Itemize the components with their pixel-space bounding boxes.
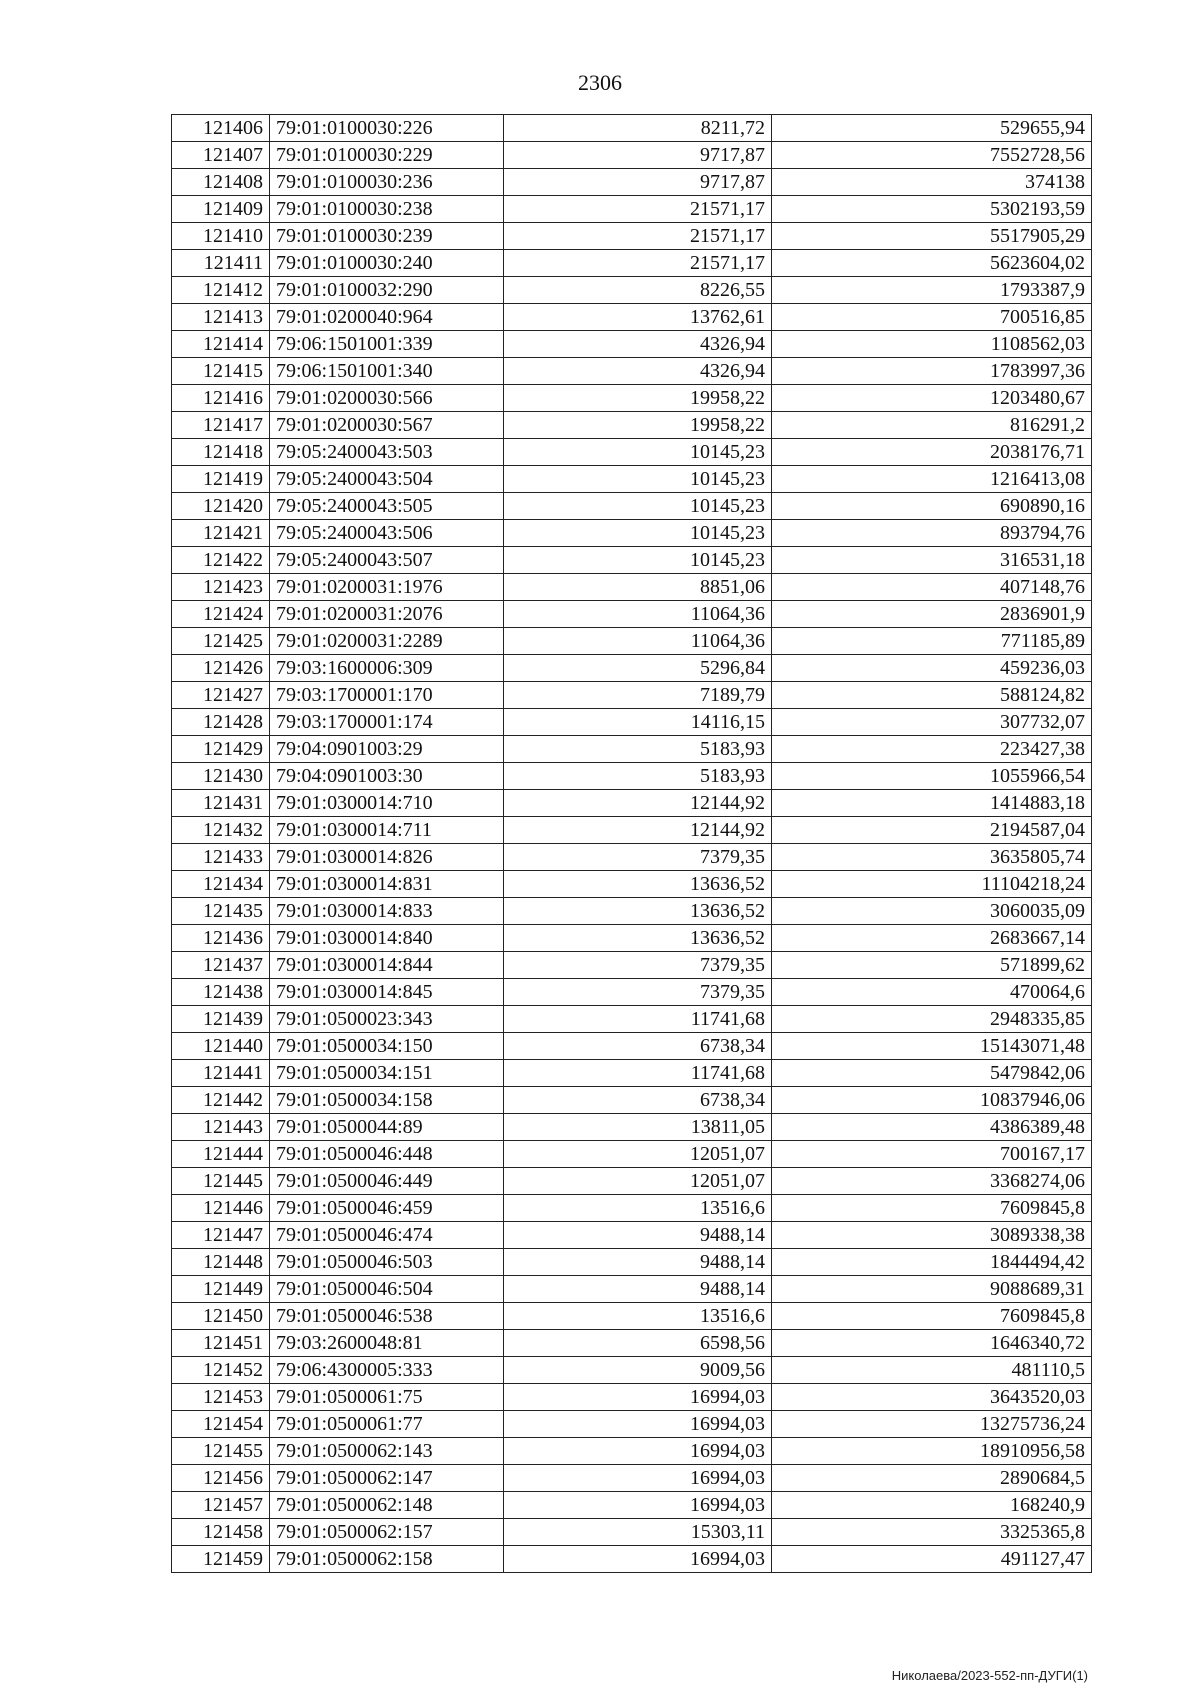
cadastral-number-cell: 79:05:2400043:505 [270,493,504,520]
area-cell: 9717,87 [504,142,772,169]
table-row [172,1546,1092,1573]
table-row [172,115,1092,142]
row-number-cell: 121428 [172,709,270,736]
cadastral-number-cell: 79:01:0300014:844 [270,952,504,979]
cadastral-number-cell: 79:01:0100030:236 [270,169,504,196]
cadastral-number-cell: 79:01:0200040:964 [270,304,504,331]
row-number-cell: 121443 [172,1114,270,1141]
cadastral-number-cell: 79:01:0500023:343 [270,1006,504,1033]
area-cell: 12051,07 [504,1168,772,1195]
table-row [172,574,1092,601]
table-row [172,1168,1092,1195]
cadastral-number-cell: 79:05:2400043:507 [270,547,504,574]
cadastral-number-cell: 79:01:0500046:538 [270,1303,504,1330]
table-row [172,682,1092,709]
value-cell: 700167,17 [772,1141,1092,1168]
cadastral-table [171,114,1092,1573]
row-number-cell: 121431 [172,790,270,817]
value-cell: 690890,16 [772,493,1092,520]
table-row [172,1492,1092,1519]
value-cell: 9088689,31 [772,1276,1092,1303]
value-cell: 223427,38 [772,736,1092,763]
value-cell: 11104218,24 [772,871,1092,898]
area-cell: 13516,6 [504,1195,772,1222]
value-cell: 1844494,42 [772,1249,1092,1276]
value-cell: 2890684,5 [772,1465,1092,1492]
table-row [172,1384,1092,1411]
table-row [172,1195,1092,1222]
area-cell: 10145,23 [504,466,772,493]
value-cell: 2194587,04 [772,817,1092,844]
table-row [172,763,1092,790]
value-cell: 10837946,06 [772,1087,1092,1114]
cadastral-number-cell: 79:01:0500046:474 [270,1222,504,1249]
table-row [172,277,1092,304]
area-cell: 7379,35 [504,979,772,1006]
area-cell: 9717,87 [504,169,772,196]
row-number-cell: 121440 [172,1033,270,1060]
cadastral-number-cell: 79:04:0901003:29 [270,736,504,763]
area-cell: 12144,92 [504,817,772,844]
row-number-cell: 121451 [172,1330,270,1357]
area-cell: 6738,34 [504,1033,772,1060]
data-table-container [171,114,1092,1573]
table-row [172,925,1092,952]
area-cell: 7379,35 [504,952,772,979]
page-number: 2306 [578,70,622,95]
value-cell: 15143071,48 [772,1033,1092,1060]
value-cell: 481110,5 [772,1357,1092,1384]
table-row [172,952,1092,979]
row-number-cell: 121457 [172,1492,270,1519]
cadastral-number-cell: 79:01:0500034:151 [270,1060,504,1087]
value-cell: 571899,62 [772,952,1092,979]
value-cell: 3635805,74 [772,844,1092,871]
cadastral-number-cell: 79:01:0500044:89 [270,1114,504,1141]
value-cell: 2038176,71 [772,439,1092,466]
table-row [172,385,1092,412]
row-number-cell: 121420 [172,493,270,520]
area-cell: 6598,56 [504,1330,772,1357]
cadastral-number-cell: 79:01:0500046:459 [270,1195,504,1222]
table-row [172,412,1092,439]
table-row [172,520,1092,547]
cadastral-number-cell: 79:01:0100030:240 [270,250,504,277]
value-cell: 3643520,03 [772,1384,1092,1411]
table-row [172,844,1092,871]
value-cell: 771185,89 [772,628,1092,655]
row-number-cell: 121416 [172,385,270,412]
table-row [172,1006,1092,1033]
area-cell: 16994,03 [504,1384,772,1411]
area-cell: 13636,52 [504,925,772,952]
cadastral-number-cell: 79:01:0500062:158 [270,1546,504,1573]
value-cell: 1108562,03 [772,331,1092,358]
table-row [172,250,1092,277]
value-cell: 2836901,9 [772,601,1092,628]
value-cell: 1646340,72 [772,1330,1092,1357]
area-cell: 19958,22 [504,385,772,412]
document-footer: Николаева/2023-552-пп-ДУГИ(1) [891,1668,1088,1683]
cadastral-number-cell: 79:01:0500046:504 [270,1276,504,1303]
row-number-cell: 121445 [172,1168,270,1195]
value-cell: 5517905,29 [772,223,1092,250]
area-cell: 4326,94 [504,331,772,358]
cadastral-number-cell: 79:01:0500061:77 [270,1411,504,1438]
value-cell: 3060035,09 [772,898,1092,925]
row-number-cell: 121417 [172,412,270,439]
row-number-cell: 121421 [172,520,270,547]
row-number-cell: 121441 [172,1060,270,1087]
area-cell: 11741,68 [504,1006,772,1033]
table-row [172,1519,1092,1546]
area-cell: 16994,03 [504,1411,772,1438]
value-cell: 3368274,06 [772,1168,1092,1195]
cadastral-number-cell: 79:01:0200031:2289 [270,628,504,655]
area-cell: 8851,06 [504,574,772,601]
area-cell: 4326,94 [504,358,772,385]
value-cell: 7609845,8 [772,1303,1092,1330]
value-cell: 816291,2 [772,412,1092,439]
cadastral-number-cell: 79:05:2400043:506 [270,520,504,547]
table-row [172,196,1092,223]
cadastral-number-cell: 79:01:0500062:157 [270,1519,504,1546]
row-number-cell: 121430 [172,763,270,790]
row-number-cell: 121448 [172,1249,270,1276]
table-row [172,601,1092,628]
value-cell: 168240,9 [772,1492,1092,1519]
area-cell: 13516,6 [504,1303,772,1330]
area-cell: 21571,17 [504,250,772,277]
table-body [172,115,1092,1573]
row-number-cell: 121434 [172,871,270,898]
row-number-cell: 121439 [172,1006,270,1033]
value-cell: 1055966,54 [772,763,1092,790]
table-row [172,331,1092,358]
table-row [172,817,1092,844]
table-row [172,439,1092,466]
cadastral-number-cell: 79:01:0300014:831 [270,871,504,898]
area-cell: 13811,05 [504,1114,772,1141]
cadastral-number-cell: 79:01:0200030:567 [270,412,504,439]
row-number-cell: 121455 [172,1438,270,1465]
cadastral-number-cell: 79:06:4300005:333 [270,1357,504,1384]
area-cell: 10145,23 [504,520,772,547]
area-cell: 16994,03 [504,1438,772,1465]
area-cell: 12144,92 [504,790,772,817]
value-cell: 7609845,8 [772,1195,1092,1222]
row-number-cell: 121450 [172,1303,270,1330]
value-cell: 700516,85 [772,304,1092,331]
table-row [172,709,1092,736]
table-row [172,1087,1092,1114]
cadastral-number-cell: 79:01:0200030:566 [270,385,504,412]
value-cell: 13275736,24 [772,1411,1092,1438]
table-row [172,1249,1092,1276]
table-row [172,1222,1092,1249]
value-cell: 491127,47 [772,1546,1092,1573]
row-number-cell: 121415 [172,358,270,385]
cadastral-number-cell: 79:01:0100030:238 [270,196,504,223]
area-cell: 5183,93 [504,763,772,790]
table-row [172,1060,1092,1087]
cadastral-number-cell: 79:01:0500062:143 [270,1438,504,1465]
area-cell: 5296,84 [504,655,772,682]
cadastral-number-cell: 79:06:1501001:340 [270,358,504,385]
cadastral-number-cell: 79:01:0200031:2076 [270,601,504,628]
table-row [172,304,1092,331]
row-number-cell: 121425 [172,628,270,655]
row-number-cell: 121427 [172,682,270,709]
area-cell: 5183,93 [504,736,772,763]
row-number-cell: 121444 [172,1141,270,1168]
area-cell: 11064,36 [504,628,772,655]
cadastral-number-cell: 79:01:0500061:75 [270,1384,504,1411]
cadastral-number-cell: 79:06:1501001:339 [270,331,504,358]
row-number-cell: 121412 [172,277,270,304]
table-row [172,1357,1092,1384]
area-cell: 13762,61 [504,304,772,331]
area-cell: 16994,03 [504,1492,772,1519]
area-cell: 10145,23 [504,439,772,466]
area-cell: 12051,07 [504,1141,772,1168]
value-cell: 459236,03 [772,655,1092,682]
row-number-cell: 121411 [172,250,270,277]
row-number-cell: 121458 [172,1519,270,1546]
row-number-cell: 121449 [172,1276,270,1303]
value-cell: 4386389,48 [772,1114,1092,1141]
cadastral-number-cell: 79:01:0200031:1976 [270,574,504,601]
table-row [172,1033,1092,1060]
value-cell: 1783997,36 [772,358,1092,385]
row-number-cell: 121454 [172,1411,270,1438]
cadastral-number-cell: 79:01:0300014:710 [270,790,504,817]
area-cell: 16994,03 [504,1546,772,1573]
cadastral-number-cell: 79:01:0100030:226 [270,115,504,142]
table-row [172,358,1092,385]
area-cell: 11064,36 [504,601,772,628]
table-row [172,1114,1092,1141]
value-cell: 893794,76 [772,520,1092,547]
table-row [172,1303,1092,1330]
row-number-cell: 121413 [172,304,270,331]
table-row [172,493,1092,520]
value-cell: 2683667,14 [772,925,1092,952]
area-cell: 8226,55 [504,277,772,304]
row-number-cell: 121447 [172,1222,270,1249]
row-number-cell: 121414 [172,331,270,358]
value-cell: 18910956,58 [772,1438,1092,1465]
area-cell: 9488,14 [504,1249,772,1276]
row-number-cell: 121453 [172,1384,270,1411]
row-number-cell: 121406 [172,115,270,142]
table-row [172,979,1092,1006]
area-cell: 9488,14 [504,1222,772,1249]
value-cell: 5623604,02 [772,250,1092,277]
value-cell: 3089338,38 [772,1222,1092,1249]
cadastral-number-cell: 79:01:0500034:150 [270,1033,504,1060]
value-cell: 5479842,06 [772,1060,1092,1087]
value-cell: 529655,94 [772,115,1092,142]
row-number-cell: 121442 [172,1087,270,1114]
table-row [172,628,1092,655]
value-cell: 470064,6 [772,979,1092,1006]
row-number-cell: 121424 [172,601,270,628]
value-cell: 1793387,9 [772,277,1092,304]
area-cell: 10145,23 [504,547,772,574]
table-row [172,1330,1092,1357]
table-row [172,898,1092,925]
table-row [172,169,1092,196]
value-cell: 2948335,85 [772,1006,1092,1033]
row-number-cell: 121459 [172,1546,270,1573]
cadastral-number-cell: 79:01:0300014:833 [270,898,504,925]
row-number-cell: 121456 [172,1465,270,1492]
row-number-cell: 121432 [172,817,270,844]
value-cell: 1203480,67 [772,385,1092,412]
cadastral-number-cell: 79:01:0500046:503 [270,1249,504,1276]
row-number-cell: 121436 [172,925,270,952]
area-cell: 9488,14 [504,1276,772,1303]
value-cell: 407148,76 [772,574,1092,601]
cadastral-number-cell: 79:01:0300014:845 [270,979,504,1006]
cadastral-number-cell: 79:01:0100032:290 [270,277,504,304]
value-cell: 307732,07 [772,709,1092,736]
area-cell: 6738,34 [504,1087,772,1114]
table-row [172,1465,1092,1492]
area-cell: 13636,52 [504,898,772,925]
value-cell: 1216413,08 [772,466,1092,493]
cadastral-number-cell: 79:04:0901003:30 [270,763,504,790]
area-cell: 21571,17 [504,196,772,223]
row-number-cell: 121433 [172,844,270,871]
area-cell: 7379,35 [504,844,772,871]
area-cell: 13636,52 [504,871,772,898]
value-cell: 5302193,59 [772,196,1092,223]
area-cell: 10145,23 [504,493,772,520]
table-row [172,1438,1092,1465]
cadastral-number-cell: 79:03:1700001:170 [270,682,504,709]
value-cell: 3325365,8 [772,1519,1092,1546]
value-cell: 1414883,18 [772,790,1092,817]
row-number-cell: 121409 [172,196,270,223]
cadastral-number-cell: 79:03:2600048:81 [270,1330,504,1357]
cadastral-number-cell: 79:01:0100030:229 [270,142,504,169]
cadastral-number-cell: 79:01:0500046:449 [270,1168,504,1195]
value-cell: 316531,18 [772,547,1092,574]
table-row [172,871,1092,898]
area-cell: 16994,03 [504,1465,772,1492]
table-row [172,1141,1092,1168]
table-row [172,142,1092,169]
row-number-cell: 121437 [172,952,270,979]
cadastral-number-cell: 79:01:0500046:448 [270,1141,504,1168]
row-number-cell: 121423 [172,574,270,601]
row-number-cell: 121407 [172,142,270,169]
table-row [172,1276,1092,1303]
cadastral-number-cell: 79:05:2400043:503 [270,439,504,466]
cadastral-number-cell: 79:03:1600006:309 [270,655,504,682]
row-number-cell: 121410 [172,223,270,250]
row-number-cell: 121422 [172,547,270,574]
table-row [172,223,1092,250]
area-cell: 11741,68 [504,1060,772,1087]
row-number-cell: 121419 [172,466,270,493]
cadastral-number-cell: 79:01:0100030:239 [270,223,504,250]
area-cell: 8211,72 [504,115,772,142]
row-number-cell: 121408 [172,169,270,196]
cadastral-number-cell: 79:03:1700001:174 [270,709,504,736]
cadastral-number-cell: 79:01:0500062:147 [270,1465,504,1492]
cadastral-number-cell: 79:01:0300014:840 [270,925,504,952]
table-row [172,466,1092,493]
row-number-cell: 121446 [172,1195,270,1222]
table-row [172,736,1092,763]
row-number-cell: 121438 [172,979,270,1006]
row-number-cell: 121426 [172,655,270,682]
table-row [172,655,1092,682]
area-cell: 9009,56 [504,1357,772,1384]
cadastral-number-cell: 79:01:0500062:148 [270,1492,504,1519]
cadastral-number-cell: 79:01:0500034:158 [270,1087,504,1114]
cadastral-number-cell: 79:01:0300014:711 [270,817,504,844]
area-cell: 7189,79 [504,682,772,709]
area-cell: 21571,17 [504,223,772,250]
area-cell: 19958,22 [504,412,772,439]
cadastral-number-cell: 79:05:2400043:504 [270,466,504,493]
row-number-cell: 121435 [172,898,270,925]
cadastral-number-cell: 79:01:0300014:826 [270,844,504,871]
value-cell: 588124,82 [772,682,1092,709]
value-cell: 7552728,56 [772,142,1092,169]
value-cell: 374138 [772,169,1092,196]
row-number-cell: 121418 [172,439,270,466]
row-number-cell: 121452 [172,1357,270,1384]
area-cell: 15303,11 [504,1519,772,1546]
table-row [172,547,1092,574]
table-row [172,790,1092,817]
area-cell: 14116,15 [504,709,772,736]
row-number-cell: 121429 [172,736,270,763]
table-row [172,1411,1092,1438]
